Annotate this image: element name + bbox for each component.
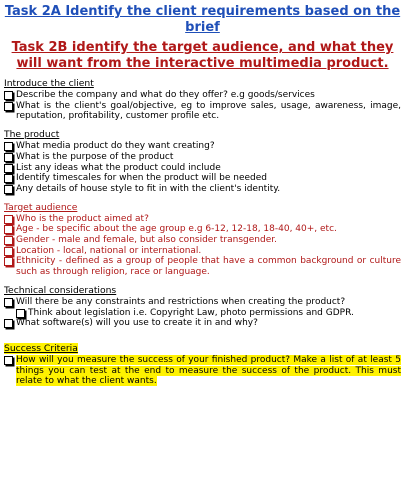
list-item: Age - be specific about the age group e.g 6-12, 12-18, 18-40, 40+, etc. bbox=[4, 224, 401, 235]
checkbox-bullet-icon bbox=[4, 225, 13, 234]
section-technical-considerations bbox=[4, 285, 401, 329]
list-item: What is the purpose of the product bbox=[4, 152, 401, 163]
section-heading: The product bbox=[4, 129, 60, 141]
list-item: Who is the product aimed at? bbox=[4, 214, 401, 225]
checkbox-bullet-icon bbox=[4, 91, 13, 100]
task-2a-title: Task 2A Identify the client requirements based on the brief bbox=[4, 4, 401, 35]
checkbox-bullet-icon bbox=[4, 257, 13, 266]
list-item: What software(s) will you use to create it in and why? bbox=[4, 318, 401, 329]
section-the-product bbox=[4, 129, 401, 195]
checkbox-bullet-icon bbox=[4, 215, 13, 224]
checkbox-bullet-icon bbox=[16, 309, 25, 318]
list-item: How will you measure the success of your finished product? Make a list of at least 5 things you can test at the end to measure the success of the product. This must relate to what the client wants. bbox=[4, 355, 401, 387]
checkbox-bullet-icon bbox=[4, 102, 13, 111]
list-item: Identify timescales for when the product will be needed bbox=[4, 173, 401, 184]
checkbox-bullet-icon bbox=[4, 185, 13, 194]
list-item: What is the client's goal/objective, eg to improve sales, usage, awareness, image, reputation, profitability, customer profile etc. bbox=[4, 101, 401, 122]
section-target-audience bbox=[4, 202, 401, 278]
list-item: Location - local, national or international. bbox=[4, 246, 401, 257]
section-heading: Introduce the client bbox=[4, 78, 94, 89]
list-item: Describe the company and what do they offer? e.g goods/services bbox=[4, 90, 401, 101]
section-heading: Success Criteria bbox=[4, 342, 78, 354]
list-item: Any details of house style to fit in with the client's identity. bbox=[4, 184, 401, 195]
list-item: What media product do they want creating? bbox=[4, 141, 401, 152]
checkbox-bullet-icon bbox=[4, 174, 13, 183]
checkbox-bullet-icon bbox=[4, 356, 13, 365]
section-heading: Target audience bbox=[4, 201, 78, 213]
section-success-criteria bbox=[4, 336, 401, 387]
checkbox-bullet-icon bbox=[4, 153, 13, 162]
task-2b-title: Task 2B identify the target audience, and what they will want from the interactive multimedia product. bbox=[11, 40, 394, 71]
checkbox-bullet-icon bbox=[4, 298, 13, 307]
checkbox-bullet-icon bbox=[4, 236, 13, 245]
section-heading: Technical considerations bbox=[4, 284, 117, 296]
list-item: Will there be any constraints and restrictions when creating the product? bbox=[4, 297, 401, 308]
checkbox-bullet-icon bbox=[4, 164, 13, 173]
list-item: Gender - male and female, but also consider transgender. bbox=[4, 235, 401, 246]
list-item: Ethnicity - defined as a group of people that have a common background or culture such as through religion, race or language. bbox=[4, 256, 401, 277]
list-item: Think about legislation i.e. Copyright Law, photo permissions and GDPR. bbox=[16, 308, 401, 319]
list-item: List any ideas what the product could include bbox=[4, 163, 401, 174]
checkbox-bullet-icon bbox=[4, 247, 13, 256]
checkbox-bullet-icon bbox=[4, 319, 13, 328]
section-introduce-client bbox=[4, 78, 401, 122]
checkbox-bullet-icon bbox=[4, 142, 13, 151]
